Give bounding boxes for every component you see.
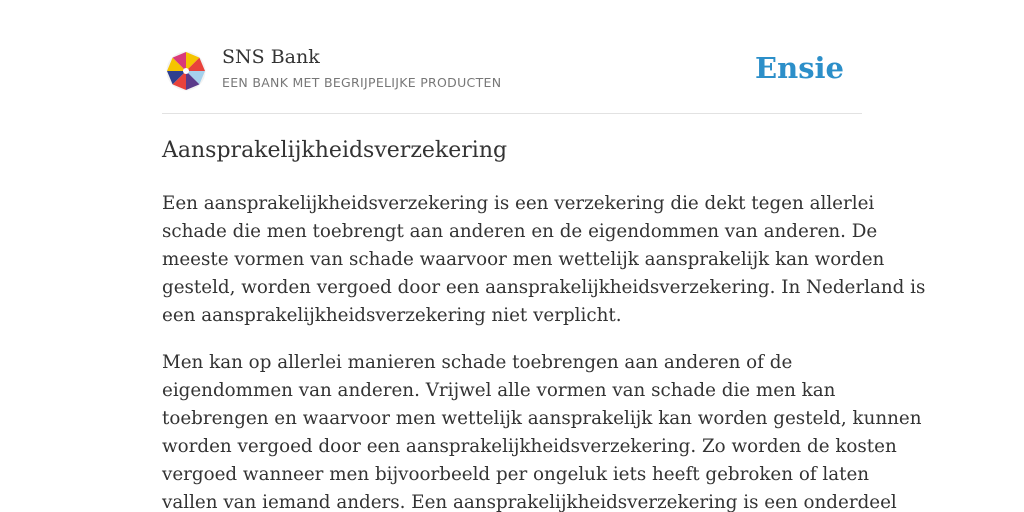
page-header <box>162 40 862 114</box>
text-line: eigendommen van anderen. Vrijwel alle vormen van schade die men kan <box>162 380 836 401</box>
article-paragraph <box>162 190 926 330</box>
article-title: Aansprakelijkheidsverzekering <box>162 138 508 163</box>
text-line: gesteld, worden vergoed door een aansprakelijkheidsverzekering. In Nederland is <box>162 277 926 298</box>
article-body <box>162 190 926 512</box>
text-line: vergoed wanneer men bijvoorbeeld per ongeluk iets heeft gebroken of laten <box>162 464 870 485</box>
text-line: Een aansprakelijkheidsverzekering is een verzekering die dekt tegen allerlei <box>162 193 875 214</box>
sns-bank-pinwheel-icon <box>166 51 206 91</box>
text-line: schade die men toebrengt aan anderen en de eigendommen van anderen. De <box>162 221 878 242</box>
text-line: meeste vormen van schade waarvoor men wettelijk aansprakelijk kan worden <box>162 249 885 270</box>
brand-tagline: EEN BANK MET BEGRIJPELIJKE PRODUCTEN <box>222 75 502 90</box>
text-line: worden vergoed door een aansprakelijkheidsverzekering. Zo worden de kosten <box>162 436 897 457</box>
brand-name: SNS Bank <box>222 46 320 68</box>
text-line: een aansprakelijkheidsverzekering niet verplicht. <box>162 305 622 326</box>
text-line: toebrengen en waarvoor men wettelijk aansprakelijk kan worden gesteld, kunnen <box>162 408 922 429</box>
article-paragraph <box>162 349 922 512</box>
text-line: vallen van iemand anders. Een aansprakelijkheidsverzekering is een onderdeel <box>162 492 897 512</box>
text-line: Men kan op allerlei manieren schade toebrengen aan anderen of de <box>162 352 793 373</box>
ensie-logo-link[interactable]: Ensie <box>755 51 844 85</box>
